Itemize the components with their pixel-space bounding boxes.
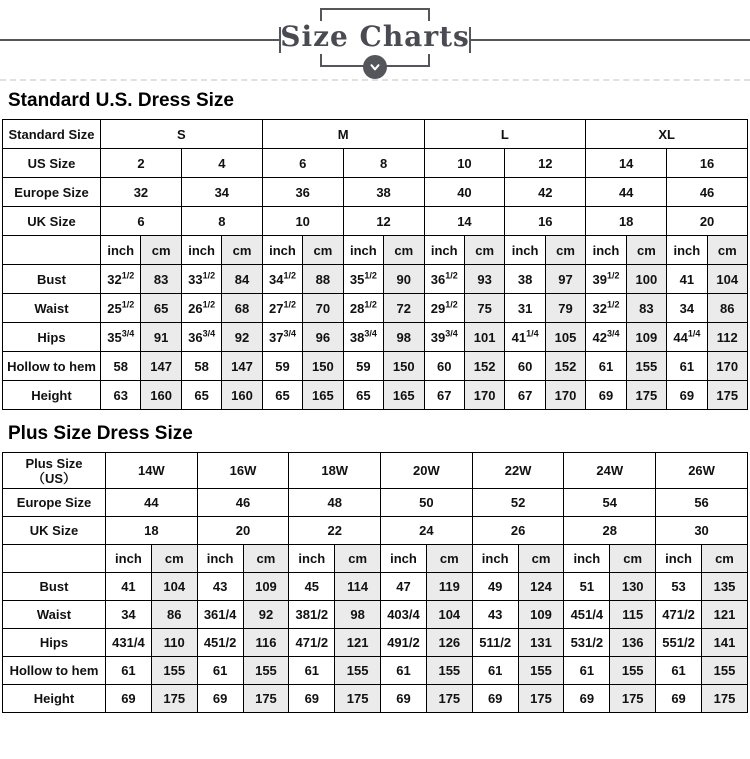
measure-cell: 431/4: [106, 629, 152, 657]
measure-cell: 155: [243, 657, 289, 685]
measure-cell: $39^{1/2}$: [586, 265, 626, 294]
measure-cell: 70: [303, 294, 343, 323]
size-cell: 34: [181, 178, 262, 207]
size-cell: 18: [586, 207, 667, 236]
measure-cell: 69: [667, 381, 707, 410]
measure-cell: 175: [610, 685, 656, 713]
measure-cell: 109: [626, 323, 666, 352]
measure-cell: 69: [472, 685, 518, 713]
size-cell: 8: [181, 207, 262, 236]
measure-cell: 61: [656, 657, 702, 685]
measure-cell: 60: [505, 352, 545, 381]
measure-cell: 491/2: [381, 629, 427, 657]
measure-cell: 61: [472, 657, 518, 685]
size-group-cell: 14W: [106, 453, 198, 489]
unit-cell: cm: [707, 236, 747, 265]
measure-cell: 150: [303, 352, 343, 381]
measure-cell: 109: [243, 573, 289, 601]
unit-cell: inch: [564, 545, 610, 573]
measure-cell: $41^{1/4}$: [505, 323, 545, 352]
measure-cell: 68: [222, 294, 262, 323]
measure-cell: 104: [151, 573, 197, 601]
measure-cell: $44^{1/4}$: [667, 323, 707, 352]
table-row: [3, 323, 748, 352]
row-label: Bust: [3, 573, 106, 601]
measure-cell: 47: [381, 573, 427, 601]
unit-cell: inch: [262, 236, 302, 265]
measure-cell: 91: [141, 323, 181, 352]
measure-cell: 170: [707, 352, 747, 381]
measure-cell: 165: [384, 381, 424, 410]
table-row: [3, 120, 748, 149]
table-row: [3, 545, 748, 573]
measure-cell: 152: [464, 352, 504, 381]
table-row: [3, 236, 748, 265]
measure-cell: 115: [610, 601, 656, 629]
measure-cell: $33^{1/2}$: [181, 265, 221, 294]
measure-cell: 119: [426, 573, 472, 601]
measure-cell: 155: [426, 657, 472, 685]
measure-cell: 131: [518, 629, 564, 657]
measure-cell: 69: [381, 685, 427, 713]
size-cell: 44: [106, 489, 198, 517]
measure-cell: $35^{3/4}$: [101, 323, 141, 352]
row-label: Europe Size: [3, 489, 106, 517]
unit-cell: cm: [545, 236, 585, 265]
table-row: [3, 629, 748, 657]
size-group-cell: 18W: [289, 453, 381, 489]
size-cell: 20: [197, 517, 289, 545]
measure-cell: $37^{3/4}$: [262, 323, 302, 352]
measure-cell: 109: [518, 601, 564, 629]
size-group-cell: 16W: [197, 453, 289, 489]
measure-cell: 175: [426, 685, 472, 713]
measure-cell: 61: [106, 657, 152, 685]
measure-cell: 97: [545, 265, 585, 294]
size-cell: 26: [472, 517, 564, 545]
size-cell: 6: [262, 149, 343, 178]
unit-cell: cm: [518, 545, 564, 573]
size-cell: 46: [197, 489, 289, 517]
unit-cell: inch: [656, 545, 702, 573]
measure-cell: 69: [564, 685, 610, 713]
measure-cell: 86: [707, 294, 747, 323]
measure-cell: 175: [335, 685, 381, 713]
unit-cell: inch: [667, 236, 707, 265]
row-label: Bust: [3, 265, 101, 294]
unit-cell: inch: [381, 545, 427, 573]
measure-cell: 170: [545, 381, 585, 410]
size-cell: 48: [289, 489, 381, 517]
measure-cell: 72: [384, 294, 424, 323]
measure-cell: $29^{1/2}$: [424, 294, 464, 323]
measure-cell: 130: [610, 573, 656, 601]
measure-cell: 155: [626, 352, 666, 381]
measure-cell: 155: [518, 657, 564, 685]
table-row: [3, 453, 748, 489]
row-label: Waist: [3, 601, 106, 629]
plus-size-table: [2, 452, 748, 713]
measure-cell: $35^{1/2}$: [343, 265, 383, 294]
table-row: [3, 352, 748, 381]
measure-cell: 41: [667, 265, 707, 294]
measure-cell: $32^{1/2}$: [101, 265, 141, 294]
measure-cell: 124: [518, 573, 564, 601]
measure-cell: 155: [151, 657, 197, 685]
measure-cell: 65: [181, 381, 221, 410]
size-group-cell: 22W: [472, 453, 564, 489]
measure-cell: 100: [626, 265, 666, 294]
size-cell: 36: [262, 178, 343, 207]
unit-cell: inch: [505, 236, 545, 265]
measure-cell: 31: [505, 294, 545, 323]
measure-cell: $38^{3/4}$: [343, 323, 383, 352]
table-row: [3, 294, 748, 323]
measure-cell: 83: [141, 265, 181, 294]
measure-cell: 121: [701, 601, 747, 629]
measure-cell: 69: [656, 685, 702, 713]
measure-cell: 65: [343, 381, 383, 410]
unit-cell: cm: [384, 236, 424, 265]
measure-cell: 83: [626, 294, 666, 323]
size-cell: 22: [289, 517, 381, 545]
measure-cell: 61: [197, 657, 243, 685]
size-cell: 56: [656, 489, 748, 517]
measure-cell: $34^{1/2}$: [262, 265, 302, 294]
chevron-down-icon: [363, 55, 387, 79]
measure-cell: 79: [545, 294, 585, 323]
unit-cell: inch: [101, 236, 141, 265]
measure-cell: 381/2: [289, 601, 335, 629]
size-cell: 20: [667, 207, 748, 236]
measure-cell: 92: [243, 601, 289, 629]
size-cell: 10: [424, 149, 505, 178]
measure-cell: 471/2: [289, 629, 335, 657]
plus-table-title: Plus Size Dress Size: [8, 423, 193, 444]
measure-cell: 451/4: [564, 601, 610, 629]
row-label: UK Size: [3, 207, 101, 236]
measure-cell: $26^{1/2}$: [181, 294, 221, 323]
size-cell: 44: [586, 178, 667, 207]
measure-cell: 155: [610, 657, 656, 685]
size-cell: 52: [472, 489, 564, 517]
size-cell: 8: [343, 149, 424, 178]
size-charts-header: [0, 0, 750, 79]
size-cell: 38: [343, 178, 424, 207]
row-label: Hollow to hem: [3, 352, 101, 381]
size-group-cell: L: [424, 120, 586, 149]
size-cell: 42: [505, 178, 586, 207]
size-cell: 12: [343, 207, 424, 236]
unit-cell: inch: [106, 545, 152, 573]
measure-cell: 61: [381, 657, 427, 685]
measure-cell: 101: [464, 323, 504, 352]
measure-cell: 43: [472, 601, 518, 629]
measure-cell: 34: [106, 601, 152, 629]
measure-cell: 98: [384, 323, 424, 352]
measure-cell: $42^{3/4}$: [586, 323, 626, 352]
row-label: Height: [3, 381, 101, 410]
measure-cell: 69: [106, 685, 152, 713]
unit-cell: inch: [343, 236, 383, 265]
size-cell: 16: [505, 207, 586, 236]
table-row: [3, 601, 748, 629]
measure-cell: $25^{1/2}$: [101, 294, 141, 323]
table-row: [3, 207, 748, 236]
measure-cell: 67: [424, 381, 464, 410]
size-cell: 18: [106, 517, 198, 545]
table-row: [3, 517, 748, 545]
unit-cell: cm: [222, 236, 262, 265]
measure-cell: $36^{1/2}$: [424, 265, 464, 294]
unit-cell: inch: [472, 545, 518, 573]
measure-cell: 59: [343, 352, 383, 381]
size-group-cell: S: [101, 120, 263, 149]
measure-cell: 155: [335, 657, 381, 685]
size-cell: 6: [101, 207, 182, 236]
size-cell: 16: [667, 149, 748, 178]
size-cell: 54: [564, 489, 656, 517]
group-row-label: Standard Size: [3, 120, 101, 149]
table-row: [3, 178, 748, 207]
table-row: [3, 685, 748, 713]
size-cell: 10: [262, 207, 343, 236]
measure-cell: 551/2: [656, 629, 702, 657]
size-group-cell: 24W: [564, 453, 656, 489]
measure-cell: 58: [181, 352, 221, 381]
measure-cell: 61: [564, 657, 610, 685]
size-cell: 2: [101, 149, 182, 178]
measure-cell: 34: [667, 294, 707, 323]
measure-cell: 110: [151, 629, 197, 657]
measure-cell: 92: [222, 323, 262, 352]
standard-size-table: [2, 119, 748, 410]
measure-cell: 104: [426, 601, 472, 629]
unit-cell: cm: [464, 236, 504, 265]
measure-cell: 150: [384, 352, 424, 381]
size-group-cell: XL: [586, 120, 748, 149]
measure-cell: $36^{3/4}$: [181, 323, 221, 352]
unit-cell: inch: [197, 545, 243, 573]
size-cell: 4: [181, 149, 262, 178]
size-group-cell: 20W: [381, 453, 473, 489]
row-label: Waist: [3, 294, 101, 323]
measure-cell: 175: [518, 685, 564, 713]
measure-cell: 175: [151, 685, 197, 713]
measure-cell: 58: [101, 352, 141, 381]
row-label: Hips: [3, 323, 101, 352]
measure-cell: 98: [335, 601, 381, 629]
measure-cell: 105: [545, 323, 585, 352]
measure-cell: 175: [243, 685, 289, 713]
unit-cell: cm: [626, 236, 666, 265]
size-cell: 50: [381, 489, 473, 517]
table-row: [3, 573, 748, 601]
measure-cell: 61: [586, 352, 626, 381]
size-cell: 28: [564, 517, 656, 545]
unit-cell: inch: [289, 545, 335, 573]
table-row: [3, 381, 748, 410]
measure-cell: 63: [101, 381, 141, 410]
unit-cell: cm: [610, 545, 656, 573]
measure-cell: 45: [289, 573, 335, 601]
size-cell: 30: [656, 517, 748, 545]
unit-cell: cm: [701, 545, 747, 573]
measure-cell: 65: [141, 294, 181, 323]
measure-cell: 84: [222, 265, 262, 294]
size-group-cell: 26W: [656, 453, 748, 489]
measure-cell: 60: [424, 352, 464, 381]
table-row: [3, 265, 748, 294]
measure-cell: 160: [222, 381, 262, 410]
unit-cell: cm: [426, 545, 472, 573]
measure-cell: 90: [384, 265, 424, 294]
measure-cell: $32^{1/2}$: [586, 294, 626, 323]
row-label: Hips: [3, 629, 106, 657]
row-label: US Size: [3, 149, 101, 178]
measure-cell: 152: [545, 352, 585, 381]
measure-cell: 96: [303, 323, 343, 352]
unit-cell: inch: [181, 236, 221, 265]
unit-cell: inch: [424, 236, 464, 265]
measure-cell: 65: [262, 381, 302, 410]
size-cell: 14: [586, 149, 667, 178]
measure-cell: 93: [464, 265, 504, 294]
row-label: Europe Size: [3, 178, 101, 207]
measure-cell: 67: [505, 381, 545, 410]
measure-cell: 38: [505, 265, 545, 294]
row-label: Hollow to hem: [3, 657, 106, 685]
measure-cell: $39^{3/4}$: [424, 323, 464, 352]
measure-cell: 69: [586, 381, 626, 410]
measure-cell: 135: [701, 573, 747, 601]
page-title: Size Charts: [280, 20, 470, 53]
measure-cell: 104: [707, 265, 747, 294]
measure-cell: 147: [222, 352, 262, 381]
measure-cell: 160: [141, 381, 181, 410]
measure-cell: 531/2: [564, 629, 610, 657]
size-cell: 24: [381, 517, 473, 545]
measure-cell: 86: [151, 601, 197, 629]
measure-cell: 511/2: [472, 629, 518, 657]
unit-row-empty-label: [3, 545, 106, 573]
measure-cell: 41: [106, 573, 152, 601]
measure-cell: 69: [289, 685, 335, 713]
unit-cell: inch: [586, 236, 626, 265]
size-group-cell: M: [262, 120, 424, 149]
measure-cell: 451/2: [197, 629, 243, 657]
measure-cell: 175: [701, 685, 747, 713]
row-label: Height: [3, 685, 106, 713]
row-label: UK Size: [3, 517, 106, 545]
measure-cell: 361/4: [197, 601, 243, 629]
measure-cell: 147: [141, 352, 181, 381]
measure-cell: 175: [626, 381, 666, 410]
measure-cell: 165: [303, 381, 343, 410]
standard-table-title: Standard U.S. Dress Size: [8, 90, 234, 111]
unit-cell: cm: [151, 545, 197, 573]
unit-cell: cm: [303, 236, 343, 265]
unit-cell: cm: [335, 545, 381, 573]
unit-cell: cm: [243, 545, 289, 573]
table-row: [3, 657, 748, 685]
measure-cell: 114: [335, 573, 381, 601]
measure-cell: 69: [197, 685, 243, 713]
size-cell: 12: [505, 149, 586, 178]
measure-cell: 136: [610, 629, 656, 657]
group-row-label: Plus Size （US）: [3, 453, 106, 489]
measure-cell: 88: [303, 265, 343, 294]
measure-cell: 471/2: [656, 601, 702, 629]
measure-cell: $28^{1/2}$: [343, 294, 383, 323]
measure-cell: 61: [667, 352, 707, 381]
unit-row-empty-label: [3, 236, 101, 265]
measure-cell: 43: [197, 573, 243, 601]
size-cell: 32: [101, 178, 182, 207]
measure-cell: 116: [243, 629, 289, 657]
measure-cell: 59: [262, 352, 302, 381]
measure-cell: 61: [289, 657, 335, 685]
measure-cell: 112: [707, 323, 747, 352]
measure-cell: 126: [426, 629, 472, 657]
measure-cell: 175: [707, 381, 747, 410]
measure-cell: 141: [701, 629, 747, 657]
measure-cell: 53: [656, 573, 702, 601]
size-cell: 14: [424, 207, 505, 236]
table-row: [3, 489, 748, 517]
measure-cell: 155: [701, 657, 747, 685]
measure-cell: 170: [464, 381, 504, 410]
measure-cell: 75: [464, 294, 504, 323]
measure-cell: $27^{1/2}$: [262, 294, 302, 323]
size-cell: 46: [667, 178, 748, 207]
measure-cell: 51: [564, 573, 610, 601]
measure-cell: 403/4: [381, 601, 427, 629]
unit-cell: cm: [141, 236, 181, 265]
measure-cell: 121: [335, 629, 381, 657]
size-cell: 40: [424, 178, 505, 207]
measure-cell: 49: [472, 573, 518, 601]
table-row: [3, 149, 748, 178]
